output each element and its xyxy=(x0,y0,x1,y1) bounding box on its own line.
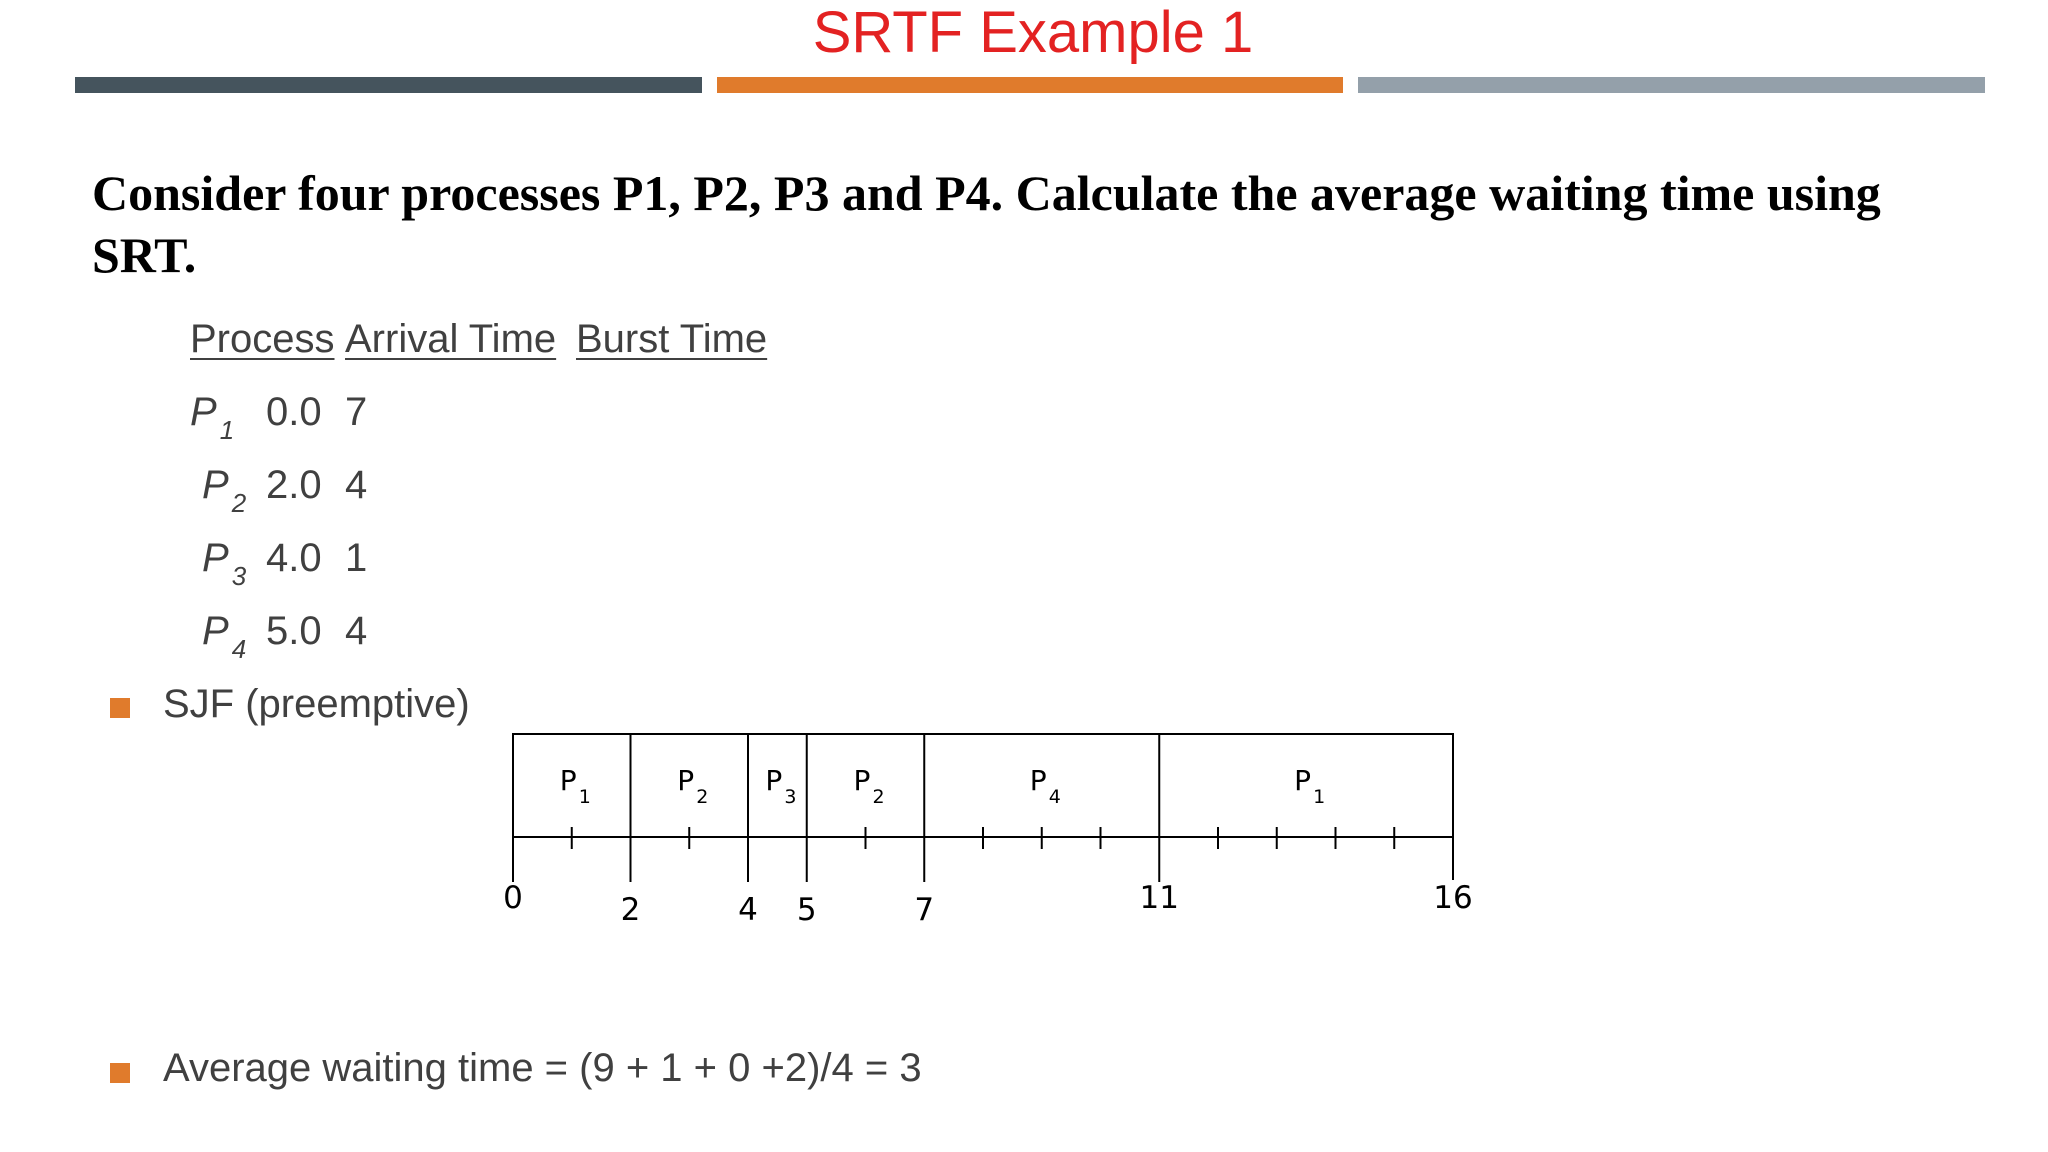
bullet-marker xyxy=(110,1063,130,1083)
segment-label-sub: 2 xyxy=(872,786,885,808)
arrival-time-value: 0.0 xyxy=(266,390,322,434)
segment-label-sub: 3 xyxy=(784,786,797,808)
segment-label: P xyxy=(1294,764,1312,797)
burst-time-value: 1 xyxy=(345,536,368,580)
slide-title xyxy=(0,0,2048,66)
title-rule-dark xyxy=(75,77,702,93)
slide-title-text: SRTF Example 1 xyxy=(812,0,1254,65)
segment-label-sub: 1 xyxy=(578,786,591,808)
time-label: 5 xyxy=(796,892,817,928)
time-label: 16 xyxy=(1433,880,1473,916)
time-label: 0 xyxy=(503,880,523,916)
process-name: P $_3$ xyxy=(202,536,247,591)
segment-label-sub: 2 xyxy=(696,786,709,808)
time-label: 2 xyxy=(620,892,641,928)
gantt-frame xyxy=(513,734,1453,837)
header-burst-time: Burst Time xyxy=(576,317,768,361)
arrival-time-value: 2.0 xyxy=(266,463,322,507)
segment-label: P xyxy=(853,764,871,797)
average-waiting-time: Average waiting time = (9 + 1 + 0 +2)/4 = 3 xyxy=(163,1046,922,1090)
burst-time-value: 4 xyxy=(345,463,368,507)
process-name: P $_2$ xyxy=(202,463,247,518)
burst-time-value: 7 xyxy=(345,390,368,434)
sjf-label: SJF (preemptive) xyxy=(163,682,470,726)
gantt-chart xyxy=(500,730,1490,935)
question-text: Consider four processes P1, P2, P3 and P4. Calculate the average waiting time using SRT. xyxy=(92,165,1881,283)
process-name: P $_1$ xyxy=(190,390,235,445)
time-label: 4 xyxy=(738,892,758,928)
time-label: 11 xyxy=(1139,880,1179,916)
title-rule-orange xyxy=(717,77,1343,93)
segment-label: P xyxy=(677,764,695,797)
segment-label-sub: 1 xyxy=(1313,786,1326,808)
segment-label-sub: 4 xyxy=(1048,786,1061,808)
process-name: P $_4$ xyxy=(202,609,247,664)
segment-label: P xyxy=(559,764,577,797)
segment-label: P xyxy=(765,764,783,797)
burst-time-value: 4 xyxy=(345,609,368,653)
title-rule-gray xyxy=(1358,77,1985,93)
header-arrival-time: Arrival Time xyxy=(345,317,557,361)
segment-label: P xyxy=(1029,764,1047,797)
header-process: Process xyxy=(190,317,335,361)
time-label: 7 xyxy=(914,892,935,928)
arrival-time-value: 4.0 xyxy=(266,536,322,580)
arrival-time-value: 5.0 xyxy=(266,609,322,653)
bullet-marker xyxy=(110,698,130,718)
